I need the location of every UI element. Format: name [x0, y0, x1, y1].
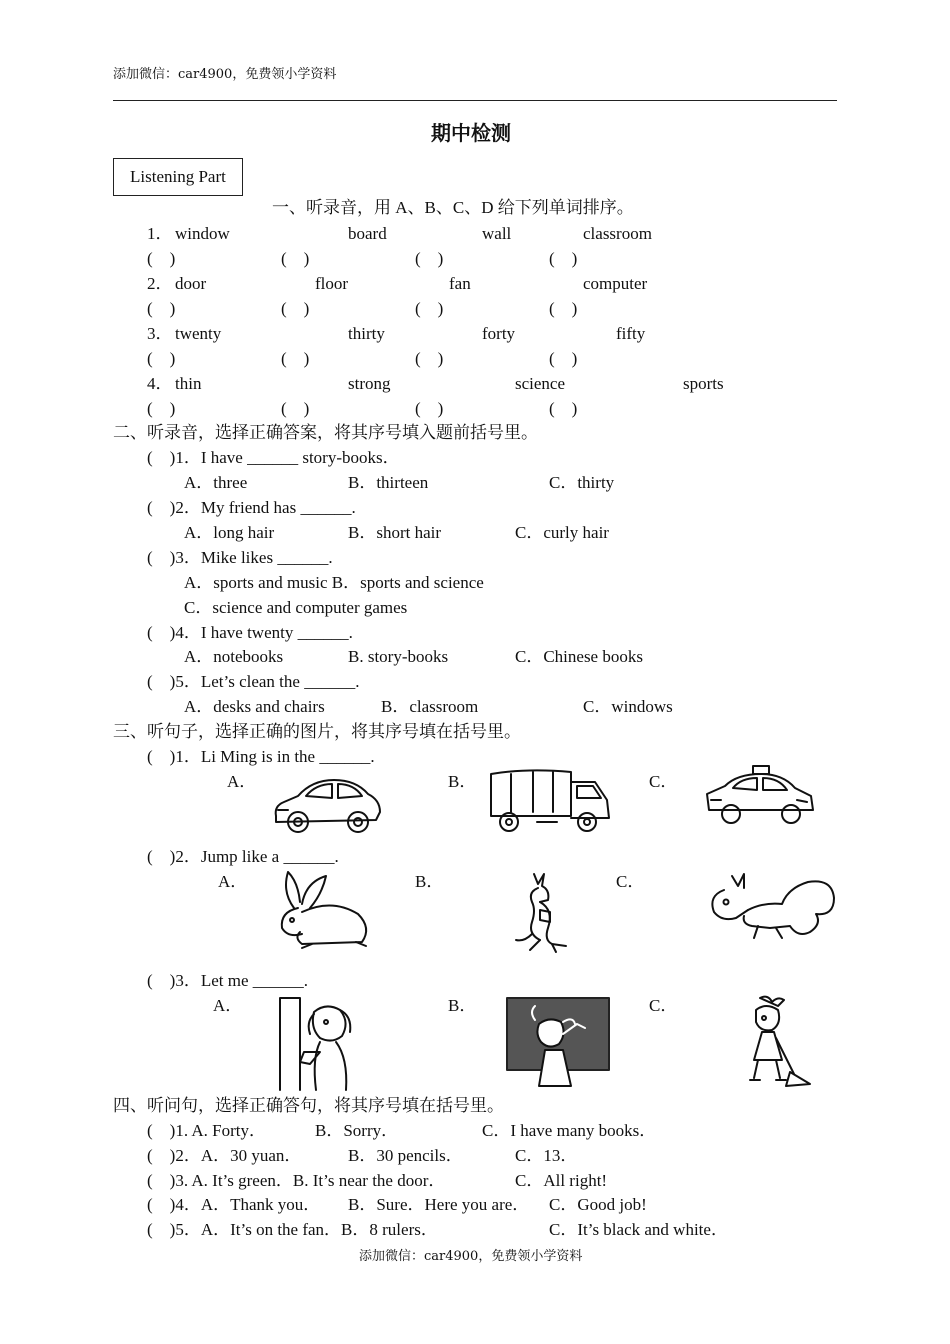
word: board: [348, 224, 387, 243]
s2-q3-option-ab: A．sports and music B．sports and science: [184, 573, 484, 592]
answer-blank: ( ): [415, 249, 444, 268]
s2-q2-option-b: B．short hair: [348, 523, 442, 542]
s3-q2-stem: ( )2．Jump like a ______.: [147, 847, 339, 866]
s2-q5-stem: ( )5．Let’s clean the ______.: [147, 672, 360, 691]
girl-cleaning-blackboard-icon: [505, 994, 611, 1090]
answer-blank: ( ): [281, 249, 310, 268]
answer-blank: ( ): [415, 349, 444, 368]
s2-q1-option-a: A．three: [184, 473, 248, 492]
word: thirty: [348, 324, 385, 343]
answer-blank: ( ): [281, 399, 310, 418]
truck-icon: [487, 766, 615, 836]
answer-blank: ( ): [415, 299, 444, 318]
s2-q2-option-a: A．long hair: [184, 523, 275, 542]
s4-q5-part1: ( )5．A．It’s on the fan．B．8 rulers．: [147, 1220, 438, 1239]
header-note: 添加微信：car4900，免费领小学资料: [113, 67, 337, 82]
header-rule: [113, 100, 837, 101]
kangaroo-icon: [510, 870, 574, 954]
s4-q4-part3: C．Good job!: [549, 1195, 647, 1214]
answer-blank: ( ): [147, 349, 176, 368]
s3-q3-label-c: C．: [649, 996, 678, 1015]
s4-q5-part3: C．It’s black and white．: [549, 1220, 728, 1239]
s3-q2-label-b: B．: [415, 872, 444, 891]
s2-q4-option-b: B. story-books: [348, 647, 449, 666]
s2-q2-stem: ( )2．My friend has ______.: [147, 498, 356, 517]
s2-q4-stem: ( )4．I have twenty ______.: [147, 623, 353, 642]
word: thin: [175, 374, 202, 393]
word: science: [515, 374, 566, 393]
s3-q3-label-b: B．: [448, 996, 477, 1015]
row-number: 1．: [147, 224, 173, 243]
s4-q2-part1: ( )2．A．30 yuan．: [147, 1146, 302, 1165]
answer-blank: ( ): [281, 299, 310, 318]
footer-note: 添加微信：car4900，免费领小学资料: [359, 1249, 583, 1264]
word: window: [175, 224, 230, 243]
s4-q4-part2: B．Sure．Here you are．: [348, 1195, 530, 1214]
taxi-icon: [703, 762, 817, 830]
word: twenty: [175, 324, 222, 343]
answer-blank: ( ): [147, 249, 176, 268]
answer-blank: ( ): [549, 349, 578, 368]
row-number: 4．: [147, 374, 173, 393]
s3-q1-label-b: B．: [448, 772, 477, 791]
word: forty: [482, 324, 516, 343]
s2-q4-option-c: C．Chinese books: [515, 647, 643, 666]
answer-blank: ( ): [549, 249, 578, 268]
answer-blank: ( ): [549, 399, 578, 418]
s3-q3-stem: ( )3．Let me ______.: [147, 971, 308, 990]
s4-q1-part2: B．Sorry．: [315, 1121, 399, 1140]
answer-blank: ( ): [281, 349, 310, 368]
word: door: [175, 274, 207, 293]
s4-q4-part1: ( )4．A．Thank you．: [147, 1195, 321, 1214]
listening-part-box: Listening Part: [113, 158, 243, 196]
word: fifty: [616, 324, 646, 343]
s3-q1-stem: ( )1．Li Ming is in the ______.: [147, 747, 375, 766]
s2-q3-stem: ( )3．Mike likes ______.: [147, 548, 333, 567]
row-number: 2．: [147, 274, 173, 293]
girl-cleaning-window-icon: [276, 996, 356, 1092]
squirrel-icon: [704, 868, 838, 944]
s2-q2-option-c: C．curly hair: [515, 523, 609, 542]
s3-q3-label-a: A．: [213, 996, 243, 1015]
s2-q4-option-a: A．notebooks: [184, 647, 284, 666]
rabbit-icon: [272, 868, 372, 952]
s3-q1-label-a: A．: [227, 772, 257, 791]
s4-q3-part1: ( )3. A. It’s green．B. It’s near the door．: [147, 1171, 446, 1190]
s2-q5-option-c: C．windows: [583, 697, 673, 716]
s2-q1-option-c: C．thirty: [549, 473, 615, 492]
word: sports: [683, 374, 724, 393]
answer-blank: ( ): [549, 299, 578, 318]
s2-q3-option-c: C．science and computer games: [184, 598, 408, 617]
word: classroom: [583, 224, 652, 243]
section3-heading: 三、听句子，选择正确的图片，将其序号填在括号里。: [113, 722, 521, 741]
row-number: 3．: [147, 324, 173, 343]
s4-q1-part3: C．I have many books．: [482, 1121, 657, 1140]
word: wall: [482, 224, 512, 243]
s3-q2-label-a: A．: [218, 872, 248, 891]
s2-q5-option-b: B．classroom: [381, 697, 479, 716]
answer-blank: ( ): [147, 399, 176, 418]
section2-heading: 二、听录音，选择正确答案，将其序号填入题前括号里。: [113, 423, 538, 442]
answer-blank: ( ): [147, 299, 176, 318]
girl-sweeping-icon: [732, 994, 812, 1090]
s3-q2-label-c: C．: [616, 872, 645, 891]
word: fan: [449, 274, 471, 293]
word: computer: [583, 274, 648, 293]
section1-heading: 一、听录音，用 A、B、C、D 给下列单词排序。: [272, 198, 634, 217]
s2-q5-option-a: A．desks and chairs: [184, 697, 325, 716]
answer-blank: ( ): [415, 399, 444, 418]
page-title: 期中检测: [431, 121, 511, 145]
section4-heading: 四、听问句，选择正确答句，将其序号填在括号里。: [113, 1096, 504, 1115]
car-icon: [272, 770, 384, 836]
word: floor: [315, 274, 349, 293]
s2-q1-option-b: B．thirteen: [348, 473, 429, 492]
word: strong: [348, 374, 391, 393]
s4-q1-part1: ( )1. A. Forty．: [147, 1121, 266, 1140]
s4-q2-part2: B．30 pencils．: [348, 1146, 463, 1165]
s4-q2-part3: C．13．: [515, 1146, 578, 1165]
s4-q3-part3: C．All right!: [515, 1171, 608, 1190]
s2-q1-stem: ( )1．I have ______ story-books．: [147, 448, 400, 467]
s3-q1-label-c: C．: [649, 772, 678, 791]
